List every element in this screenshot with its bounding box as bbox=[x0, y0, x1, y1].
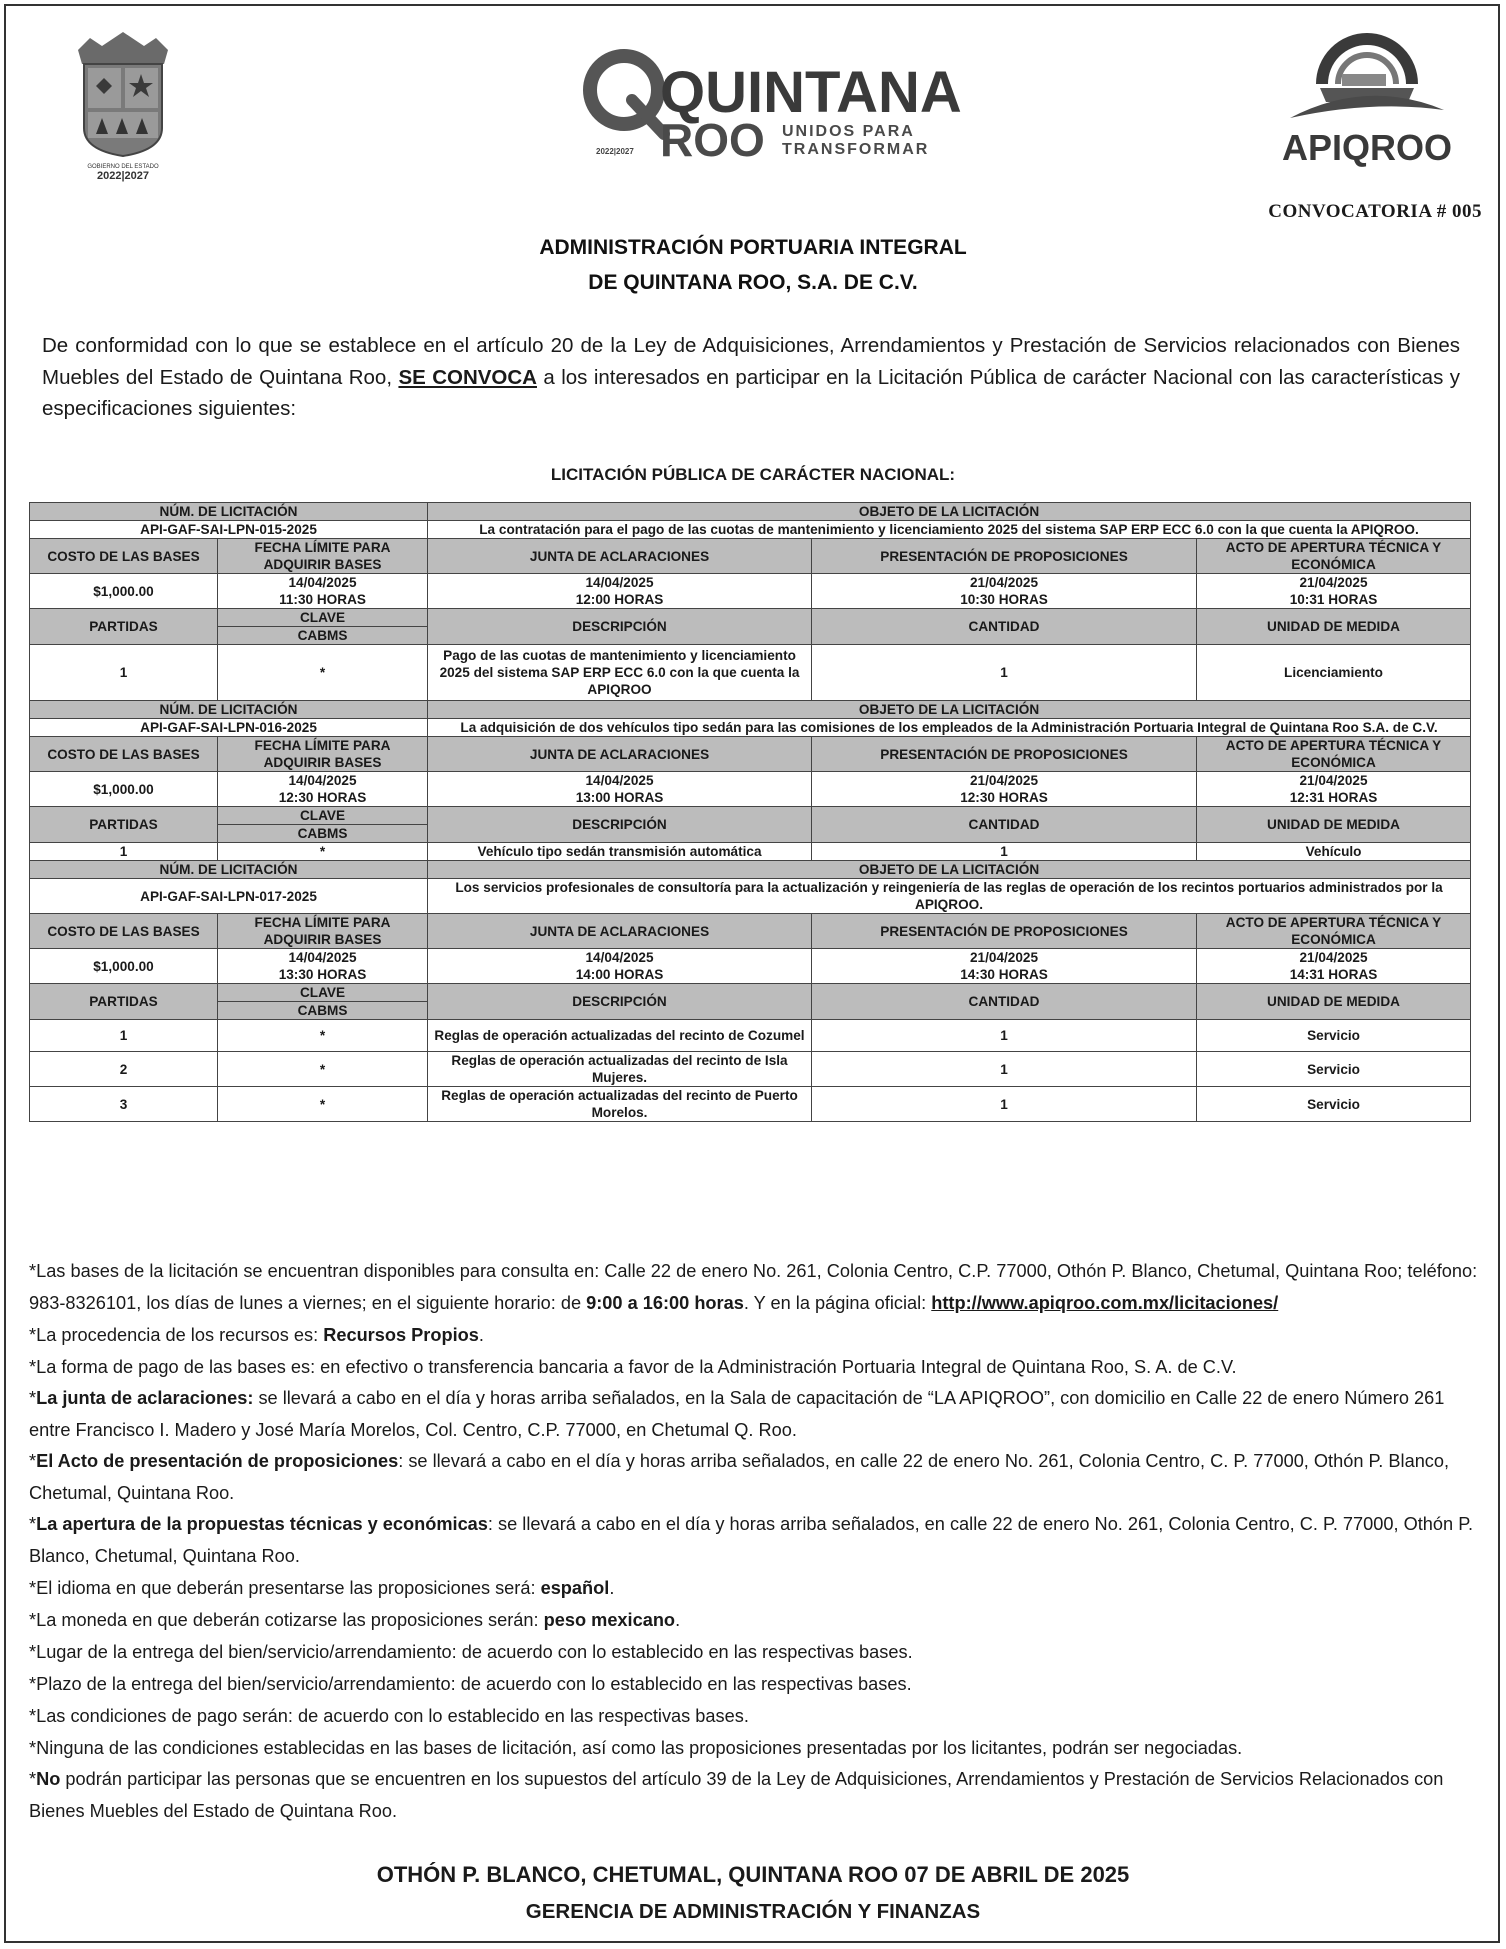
fecha-limite-value bbox=[218, 772, 428, 807]
junta-value bbox=[428, 574, 812, 609]
apiqroo-logo bbox=[1282, 26, 1452, 176]
note-junta-text: se llevará a cabo en el día y horas arriba señalados, en la Sala de capacitación de “LA APIQROO”, con domicilio en Calle 22 de enero Número 261 entre Francisco I. Madero y José María Morelos, Col. Centro, C.P. 77000, en Chetumal Q. Roo. bbox=[29, 1388, 1445, 1440]
qroo-logo-tagline-2: TRANSFORMAR bbox=[782, 141, 930, 158]
presentacion-value-line: 14:30 HORAS bbox=[960, 967, 1048, 982]
note-no-podran-text: podrán participar las personas que se encuentren en los supuestos del artículo 39 de la Ley de Adquisiciones, Arrendamientos y Prestación de Servicios Relacionados con Bienes Muebles del Estado de Quintana Roo. bbox=[29, 1769, 1444, 1821]
intro-paragraph bbox=[42, 330, 1460, 425]
partidas-header-row bbox=[30, 984, 1471, 1002]
clave-header: CLAVE bbox=[218, 609, 428, 627]
note-presentacion-text: : se llevará a cabo en el día y horas arriba señalados, en calle 22 de enero No. 261, Colonia Centro, C. P. 77000, Othón P. Blanco, Chetumal, Quintana Roo. bbox=[29, 1451, 1450, 1503]
descripcion-header: DESCRIPCIÓN bbox=[428, 807, 812, 843]
acto-header: ACTO DE APERTURA TÉCNICA Y ECONÓMICA bbox=[1197, 737, 1471, 772]
fecha-limite-value-line: 14/04/2025 bbox=[288, 950, 357, 965]
partidas-header-row bbox=[30, 807, 1471, 825]
gov-logo-years: 2022|2027 bbox=[96, 170, 150, 182]
note-apertura: *La apertura de la propuestas técnicas y económicas: se llevará a cabo en el día y horas arriba señalados, en calle 22 de enero No. 261, Colonia Centro, C. P. 77000, Othón P. Blanco, Chetumal, Quintana Roo. bbox=[29, 1514, 1474, 1566]
acto-value bbox=[1197, 949, 1471, 984]
note-recursos-bold: Recursos Propios bbox=[323, 1325, 479, 1345]
licitacion-number: API-GAF-SAI-LPN-016-2025 bbox=[30, 719, 428, 737]
note-recursos bbox=[29, 1319, 1483, 1351]
note-bases bbox=[29, 1256, 1483, 1319]
partida-descripcion: Vehículo tipo sedán transmisión automática bbox=[428, 843, 812, 861]
qroo-logo-top: QUINTANA bbox=[660, 60, 962, 125]
note-apertura-text: : se llevará a cabo en el día y horas arriba señalados, en calle 22 de enero No. 261, Colonia Centro, C. P. 77000, Othón P. Blanco, Chetumal, Quintana Roo. bbox=[29, 1514, 1474, 1566]
acto-value-line: 12:31 HORAS bbox=[1289, 790, 1378, 805]
partidas-header: PARTIDAS bbox=[30, 984, 218, 1020]
partida-row bbox=[30, 1020, 1471, 1052]
presentacion-value-line: 10:30 HORAS bbox=[960, 592, 1048, 607]
objeto-header: OBJETO DE LA LICITACIÓN bbox=[428, 861, 1471, 879]
unidad-header: UNIDAD DE MEDIDA bbox=[1197, 807, 1471, 843]
acto-value bbox=[1197, 574, 1471, 609]
clave-header: CLAVE bbox=[218, 807, 428, 825]
licitacion-objeto: La adquisición de dos vehículos tipo sedán para las comisiones de los empleados de la Administración Portuaria Integral de Quintana Roo S.A. de C.V. bbox=[428, 719, 1471, 737]
note-moneda-text: *La moneda en que deberán cotizarse las proposiciones serán: bbox=[29, 1610, 544, 1630]
fecha-limite-header: FECHA LÍMITE PARA ADQUIRIR BASES bbox=[218, 737, 428, 772]
schedule-row bbox=[30, 574, 1471, 609]
footer-place-date: OTHÓN P. BLANCO, CHETUMAL, QUINTANA ROO 07 DE ABRIL DE 2025 bbox=[376, 1862, 1130, 1887]
partida-row bbox=[30, 1052, 1471, 1087]
costo-header: COSTO DE LAS BASES bbox=[30, 737, 218, 772]
presentacion-value bbox=[812, 949, 1197, 984]
schedule-header-row bbox=[30, 539, 1471, 574]
footer-department: GERENCIA DE ADMINISTRACIÓN Y FINANZAS bbox=[525, 1900, 981, 1923]
presentacion-value bbox=[812, 772, 1197, 807]
page-title-line-2: DE QUINTANA ROO, S.A. DE C.V. bbox=[588, 271, 918, 294]
qroo-logo-bottom: ROO bbox=[660, 114, 765, 166]
costo-value: $1,000.00 bbox=[30, 574, 218, 609]
fecha-limite-value bbox=[218, 949, 428, 984]
note-moneda-bold: peso mexicano bbox=[543, 1610, 676, 1630]
note-idioma bbox=[29, 1572, 1483, 1604]
note-plazo: *Plazo de la entrega del bien/servicio/arrendamiento: de acuerdo con lo establecido en las respectivas bases. bbox=[29, 1674, 912, 1694]
cantidad-header: CANTIDAD bbox=[812, 807, 1197, 843]
state-government-logo bbox=[68, 28, 178, 180]
fecha-limite-value-line: 14/04/2025 bbox=[288, 773, 357, 788]
presentacion-value-line: 21/04/2025 bbox=[969, 773, 1039, 788]
partida-clave: * bbox=[218, 1052, 428, 1087]
partida-unidad: Servicio bbox=[1197, 1020, 1471, 1052]
partida-descripcion: Reglas de operación actualizadas del recinto de Puerto Morelos. bbox=[428, 1087, 812, 1122]
note-junta: *La junta de aclaraciones: se llevará a cabo en el día y horas arriba señalados, en la Sala de capacitación de “LA APIQROO”, con domicilio en Calle 22 de enero Número 261 entre Francisco I. Madero y José María Morelos, Col. Centro, C.P. 77000, en Chetumal Q. Roo. bbox=[29, 1388, 1445, 1440]
note-bases-text: *Las bases de la licitación se encuentran disponibles para consulta en: Calle 22 de enero No. 261, Colonia Centro, C.P. 77000, Othón P. Blanco, Chetumal, Quintana Roo; teléfono: 983-8326101, los días de lunes a viernes; en el siguiente horario: de bbox=[29, 1261, 1478, 1313]
official-page-link[interactable]: http://www.apiqroo.com.mx/licitaciones/ bbox=[931, 1292, 1279, 1313]
partida-clave: * bbox=[218, 843, 428, 861]
note-moneda-end: . bbox=[675, 1610, 681, 1630]
licitacion-info-row bbox=[30, 521, 1471, 539]
note-bases-text-2: . Y en la página oficial: bbox=[743, 1292, 932, 1313]
junta-value bbox=[428, 772, 812, 807]
note-junta-bold: La junta de aclaraciones: bbox=[36, 1388, 254, 1408]
partida-cantidad: 1 bbox=[812, 1087, 1197, 1122]
acto-value-line: 14:31 HORAS bbox=[1289, 967, 1378, 982]
partida-cantidad: 1 bbox=[812, 1052, 1197, 1087]
gov-logo-caption: GOBIERNO DEL ESTADO bbox=[87, 164, 159, 170]
presentacion-header: PRESENTACIÓN DE PROPOSICIONES bbox=[812, 737, 1197, 772]
fecha-limite-value-line: 13:30 HORAS bbox=[278, 967, 367, 982]
partida-clave: * bbox=[218, 1087, 428, 1122]
quintana-roo-logo bbox=[582, 44, 962, 166]
note-no-podran-bold: No bbox=[36, 1769, 61, 1789]
acto-value-line: 21/04/2025 bbox=[1299, 575, 1368, 590]
fecha-limite-value bbox=[218, 574, 428, 609]
fecha-limite-header: FECHA LÍMITE PARA ADQUIRIR BASES bbox=[218, 539, 428, 574]
partida-unidad: Servicio bbox=[1197, 1052, 1471, 1087]
licitacion-number: API-GAF-SAI-LPN-017-2025 bbox=[30, 879, 428, 914]
partidas-header: PARTIDAS bbox=[30, 609, 218, 645]
note-pago: *La forma de pago de las bases es: en efectivo o transferencia bancaria a favor de la Administración Portuaria Integral de Quintana Roo, S. A. de C.V. bbox=[29, 1357, 1237, 1377]
note-apertura-bold: La apertura de la propuestas técnicas y económicas bbox=[36, 1514, 488, 1534]
junta-value bbox=[428, 949, 812, 984]
fecha-limite-header: FECHA LÍMITE PARA ADQUIRIR BASES bbox=[218, 914, 428, 949]
schedule-header-row bbox=[30, 914, 1471, 949]
partida-number: 2 bbox=[30, 1052, 218, 1087]
note-presentacion-bold: El Acto de presentación de proposiciones bbox=[36, 1451, 399, 1471]
partida-descripcion: Reglas de operación actualizadas del recinto de Cozumel bbox=[428, 1020, 812, 1052]
junta-value-line: 14/04/2025 bbox=[585, 575, 654, 590]
apiqroo-logo-text: APIQROO bbox=[1281, 127, 1453, 168]
intro-emphasis: SE CONVOCA bbox=[398, 365, 537, 389]
licitacion-info-row bbox=[30, 719, 1471, 737]
presentacion-value bbox=[812, 574, 1197, 609]
presentacion-header: PRESENTACIÓN DE PROPOSICIONES bbox=[812, 914, 1197, 949]
num-licitacion-header: NÚM. DE LICITACIÓN bbox=[30, 701, 428, 719]
schedule-row bbox=[30, 772, 1471, 807]
partidas-header: PARTIDAS bbox=[30, 807, 218, 843]
note-ninguna: *Ninguna de las condiciones establecidas en las bases de licitación, así como las proposiciones presentadas por los licitantes, podrán ser negociadas. bbox=[29, 1738, 1243, 1758]
fecha-limite-value-line: 11:30 HORAS bbox=[279, 592, 366, 607]
acto-value-line: 10:31 HORAS bbox=[1289, 592, 1378, 607]
junta-value-line: 14:00 HORAS bbox=[575, 967, 664, 982]
num-licitacion-header: NÚM. DE LICITACIÓN bbox=[30, 861, 428, 879]
partida-row bbox=[30, 843, 1471, 861]
schedule-row bbox=[30, 949, 1471, 984]
unidad-header: UNIDAD DE MEDIDA bbox=[1197, 609, 1471, 645]
note-recursos-text: *La procedencia de los recursos es: bbox=[29, 1325, 324, 1345]
partida-number: 1 bbox=[30, 843, 218, 861]
note-lugar: *Lugar de la entrega del bien/servicio/arrendamiento: de acuerdo con lo establecido en las respectivas bases. bbox=[29, 1642, 913, 1662]
unidad-header: UNIDAD DE MEDIDA bbox=[1197, 984, 1471, 1020]
partida-clave: * bbox=[218, 645, 428, 701]
costo-value: $1,000.00 bbox=[30, 949, 218, 984]
licitacion-number: API-GAF-SAI-LPN-015-2025 bbox=[30, 521, 428, 539]
licitacion-header-row bbox=[30, 503, 1471, 521]
partida-descripcion: Pago de las cuotas de mantenimiento y licenciamiento 2025 del sistema SAP ERP ECC 6.0 con la que cuenta la APIQROO bbox=[428, 645, 812, 701]
licitacion-info-row bbox=[30, 879, 1471, 914]
note-bases-schedule: 9:00 a 16:00 horas bbox=[586, 1292, 744, 1313]
partida-unidad: Vehículo bbox=[1197, 843, 1471, 861]
cantidad-header: CANTIDAD bbox=[812, 609, 1197, 645]
junta-value-line: 12:00 HORAS bbox=[575, 592, 664, 607]
costo-value: $1,000.00 bbox=[30, 772, 218, 807]
cabms-header: CABMS bbox=[218, 627, 428, 645]
acto-header: ACTO DE APERTURA TÉCNICA Y ECONÓMICA bbox=[1197, 914, 1471, 949]
cabms-header: CABMS bbox=[218, 825, 428, 843]
licitacion-header-row bbox=[30, 861, 1471, 879]
schedule-header-row bbox=[30, 737, 1471, 772]
partida-number: 3 bbox=[30, 1087, 218, 1122]
presentacion-value-line: 21/04/2025 bbox=[969, 950, 1039, 965]
partida-cantidad: 1 bbox=[812, 645, 1197, 701]
acto-value bbox=[1197, 772, 1471, 807]
partida-unidad: Licenciamiento bbox=[1197, 645, 1471, 701]
junta-value-line: 13:00 HORAS bbox=[575, 790, 664, 805]
clave-header: CLAVE bbox=[218, 984, 428, 1002]
costo-header: COSTO DE LAS BASES bbox=[30, 914, 218, 949]
partida-number: 1 bbox=[30, 645, 218, 701]
qroo-logo-tagline-1: UNIDOS PARA bbox=[782, 123, 915, 140]
note-condiciones: *Las condiciones de pago serán: de acuerdo con lo establecido en las respectivas bases. bbox=[29, 1706, 749, 1726]
licitacion-header-row bbox=[30, 701, 1471, 719]
partida-cantidad: 1 bbox=[812, 1020, 1197, 1052]
partida-descripcion: Reglas de operación actualizadas del recinto de Isla Mujeres. bbox=[428, 1052, 812, 1087]
note-presentacion: *El Acto de presentación de proposiciones: se llevará a cabo en el día y horas arriba señalados, en calle 22 de enero No. 261, Colonia Centro, C. P. 77000, Othón P. Blanco, Chetumal, Quintana Roo. bbox=[29, 1451, 1450, 1503]
intro-text-after: a los interesados en participar en la Licitación Pública de carácter Nacional con las características y especificaciones siguientes: bbox=[42, 365, 1460, 420]
note-idioma-end: . bbox=[609, 1578, 615, 1598]
note-idioma-bold: español bbox=[540, 1578, 610, 1598]
descripcion-header: DESCRIPCIÓN bbox=[428, 609, 812, 645]
partidas-header-row bbox=[30, 609, 1471, 627]
cabms-header: CABMS bbox=[218, 1002, 428, 1020]
partida-cantidad: 1 bbox=[812, 843, 1197, 861]
partida-row bbox=[30, 1087, 1471, 1122]
note-no-podran: *No podrán participar las personas que se encuentren en los supuestos del artículo 39 de la Ley de Adquisiciones, Arrendamientos y Prestación de Servicios Relacionados con Bienes Muebles del Estado de Quintana Roo. bbox=[29, 1769, 1444, 1821]
objeto-header: OBJETO DE LA LICITACIÓN bbox=[428, 503, 1471, 521]
num-licitacion-header: NÚM. DE LICITACIÓN bbox=[30, 503, 428, 521]
junta-header: JUNTA DE ACLARACIONES bbox=[428, 737, 812, 772]
convocatoria-number: CONVOCATORIA # 005 bbox=[1268, 201, 1482, 222]
presentacion-header: PRESENTACIÓN DE PROPOSICIONES bbox=[812, 539, 1197, 574]
note-idioma-text: *El idioma en que deberán presentarse las proposiciones será: bbox=[29, 1578, 541, 1598]
partida-unidad: Servicio bbox=[1197, 1087, 1471, 1122]
junta-header: JUNTA DE ACLARACIONES bbox=[428, 539, 812, 574]
partida-clave: * bbox=[218, 1020, 428, 1052]
junta-value-line: 14/04/2025 bbox=[585, 950, 654, 965]
partida-number: 1 bbox=[30, 1020, 218, 1052]
note-recursos-end: . bbox=[478, 1325, 484, 1345]
presentacion-value-line: 12:30 HORAS bbox=[960, 790, 1048, 805]
table-title: LICITACIÓN PÚBLICA DE CARÁCTER NACIONAL: bbox=[550, 465, 956, 484]
acto-value-line: 21/04/2025 bbox=[1299, 950, 1368, 965]
licitacion-objeto: La contratación para el pago de las cuotas de mantenimiento y licenciamiento 2025 del sistema SAP ERP ECC 6.0 con la que cuenta la APIQROO. bbox=[428, 521, 1471, 539]
page-title-line-1: ADMINISTRACIÓN PORTUARIA INTEGRAL bbox=[539, 236, 967, 259]
licitaciones-table bbox=[29, 502, 1471, 1122]
fecha-limite-value-line: 12:30 HORAS bbox=[278, 790, 367, 805]
costo-header: COSTO DE LAS BASES bbox=[30, 539, 218, 574]
partida-row bbox=[30, 645, 1471, 701]
qroo-logo-years: 2022|2027 bbox=[596, 147, 634, 156]
objeto-header: OBJETO DE LA LICITACIÓN bbox=[428, 701, 1471, 719]
acto-value-line: 21/04/2025 bbox=[1299, 773, 1368, 788]
fecha-limite-value-line: 14/04/2025 bbox=[288, 575, 357, 590]
junta-value-line: 14/04/2025 bbox=[585, 773, 654, 788]
junta-header: JUNTA DE ACLARACIONES bbox=[428, 914, 812, 949]
descripcion-header: DESCRIPCIÓN bbox=[428, 984, 812, 1020]
acto-header: ACTO DE APERTURA TÉCNICA Y ECONÓMICA bbox=[1197, 539, 1471, 574]
notes-section bbox=[29, 1256, 1483, 1827]
presentacion-value-line: 21/04/2025 bbox=[969, 575, 1039, 590]
cantidad-header: CANTIDAD bbox=[812, 984, 1197, 1020]
intro-text-before: De conformidad con lo que se establece en el artículo 20 de la Ley de Adquisiciones, Arrendamientos y Prestación de Servicios relacionados con Bienes Muebles del Estado de Quintana Roo, bbox=[42, 334, 1460, 389]
note-moneda bbox=[29, 1604, 1483, 1636]
licitacion-objeto: Los servicios profesionales de consultoría para la actualización y reingeniería de las reglas de operación de los recintos portuarios administrados por la APIQROO. bbox=[428, 879, 1471, 914]
